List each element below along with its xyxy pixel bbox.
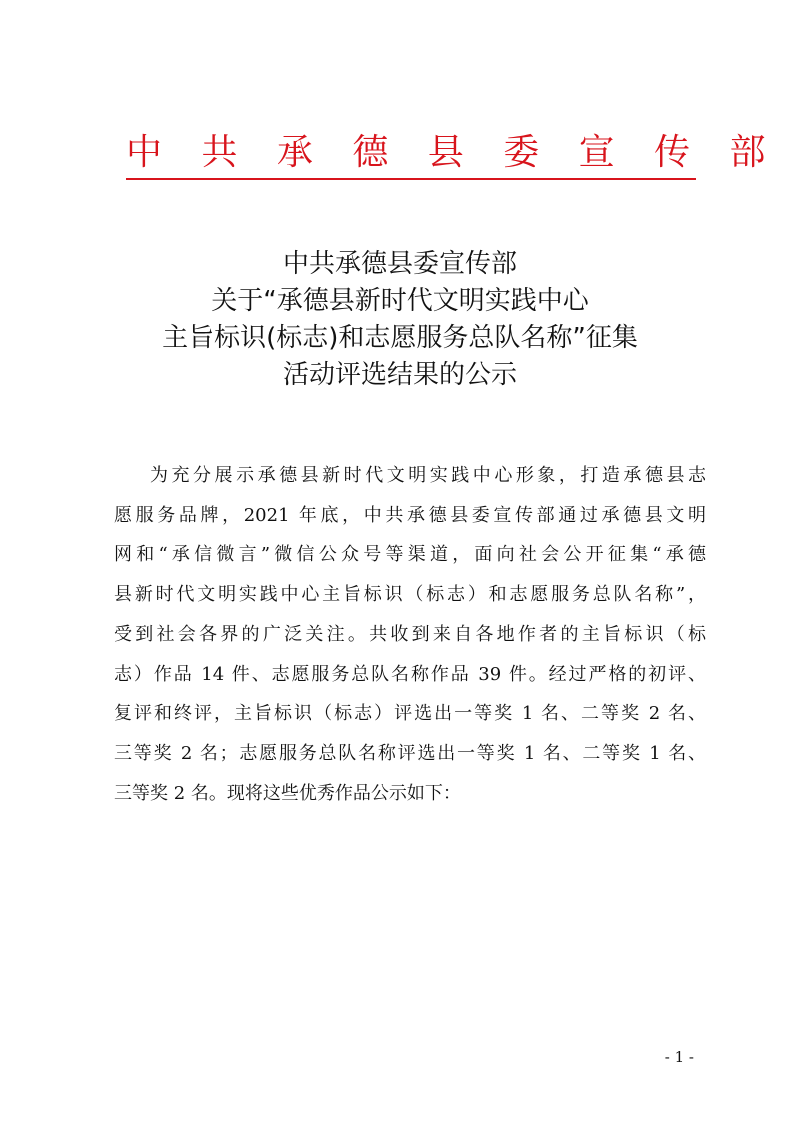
title-line-4: 活动评选结果的公示	[282, 360, 517, 390]
body-line-9: 三等奖 2 名。现将这些优秀作品公示如下：	[114, 782, 461, 804]
body-line-8: 三等奖 2 名；志愿服务总队名称评选出一等奖 1 名、二等奖 1 名、	[114, 742, 706, 764]
page-number: - 1 -	[664, 1048, 694, 1066]
body-line-2: 愿服务品牌，2021 年底，中共承德县委宣传部通过承德县文明	[114, 504, 706, 526]
body-line-3: 网和“承信微言”微信公众号等渠道，面向社会公开征集“承德	[114, 544, 706, 566]
document-title	[100, 246, 700, 394]
body-line-6: 志）作品 14 件、志愿服务总队名称作品 39 件。经过严格的初评、	[114, 663, 706, 685]
body-line-5: 受到社会各界的广泛关注。共收到来自各地作者的主旨标识（标	[114, 623, 706, 645]
title-line-3: 主旨标识(标志)和志愿服务总队名称”征集	[162, 323, 638, 353]
body-line-4: 县新时代文明实践中心主旨标识（标志）和志愿服务总队名称”，	[114, 584, 706, 606]
body-line-1: 为充分展示承德县新时代文明实践中心形象，打造承德县志	[150, 465, 706, 486]
body-line-7: 复评和终评，主旨标识（标志）评选出一等奖 1 名、二等奖 2 名、	[114, 703, 706, 725]
body-paragraph	[114, 456, 706, 813]
title-line-2: 关于“承德县新时代文明实践中心	[211, 286, 589, 316]
title-line-1: 中共承德县委宣传部	[282, 249, 517, 279]
masthead-divider	[126, 178, 696, 180]
masthead-title: 中 共 承 德 县 委 宣 传 部	[126, 132, 780, 173]
